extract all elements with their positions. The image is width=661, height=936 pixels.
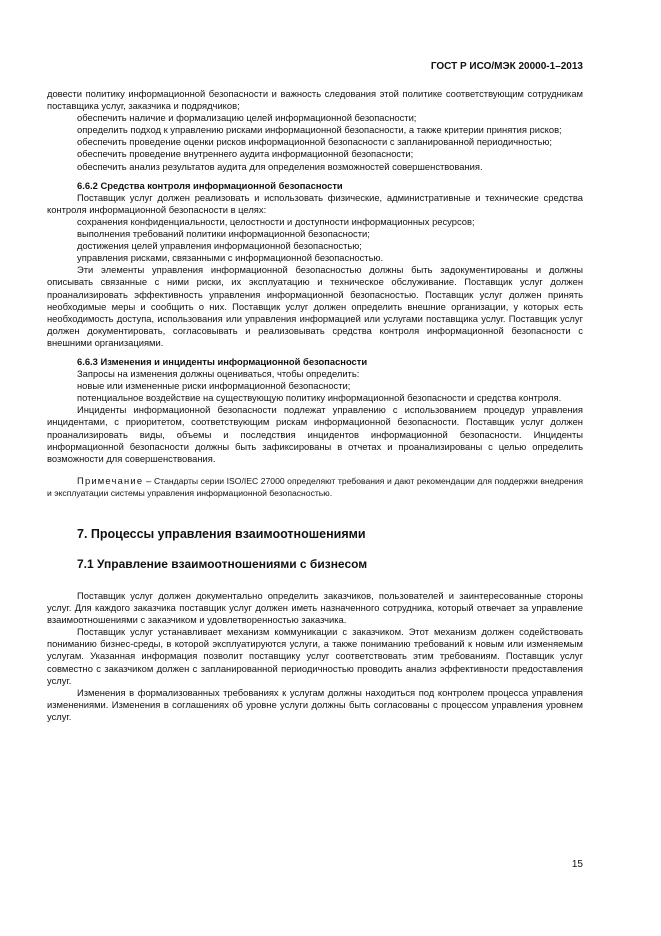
paragraph: обеспечить проведение оценки рисков информационной безопасности с запланированной периодичностью; [77,136,552,148]
paragraph: Поставщик услуг должен документально определить заказчиков, пользователей и заинтересованные стороны услуг. Для каждого заказчика поставщик услуг должен иметь назначенного сотрудника, который отвечает за управление взаимоотношениями с заказчиком и удовлетворенностью заказчика. [47,590,583,626]
paragraph: сохранения конфиденциальности, целостности и доступности информационных ресурсов; [77,215,475,227]
paragraph: новые или измененные риски информационной безопасности; [77,380,351,392]
paragraph: Поставщик услуг устанавливает механизм коммуникации с заказчиком. Этот механизм должен содействовать пониманию бизнес-среды, в которой эксплуатируются услуги, а также пониманию требований к новым или изменяемым услугам. Указанная информация позволит поставщику услуг соответствовать этим требованиям. Поставщик услуг совместно с заказчиком должен с запланированной периодичностью проводить анализ эффективности предоставления услуг. [47,626,583,686]
section-heading-7-1: 7.1 Управление взаимоотношениями с бизнесом [77,557,368,571]
paragraph: Инциденты информационной безопасности подлежат управлению с использованием процедур управления инцидентами, с приоритетом, соответствующим рискам информационной безопасности. Поставщик услуг должен проанализировать виды, объемы и последствия инцидентов информационной безопасности. Инциденты информационной безопасности должны быть зафиксированы в отчетах и проанализированы с целью определить возможности для совершенствования. [47,404,583,464]
paragraph: выполнения требований политики информационной безопасности; [77,228,370,240]
paragraph: довести политику информационной безопасности и важность следования этой политике соответствующим сотрудникам поставщика услуг, заказчика и подрядчиков; [47,88,583,112]
paragraph: определить подход к управлению рисками информационной безопасности, а также критерии принятия рисков; [77,124,562,136]
section-heading-7: 7. Процессы управления взаимоотношениями [77,527,366,541]
note [47,475,583,499]
page-header: ГОСТ Р ИСО/МЭК 20000-1–2013 [430,61,583,72]
paragraph: обеспечить проведение внутреннего аудита информационной безопасности; [77,148,414,160]
page-number: 15 [571,859,583,870]
subsection-heading-6-6-3: 6.6.3 Изменения и инциденты информационной безопасности [77,355,368,367]
paragraph: потенциальное воздействие на существующую политику информационной безопасности и средства контроля. [77,392,562,404]
subsection-heading-6-6-2: 6.6.2 Средства контроля информационной безопасности [77,179,343,191]
paragraph: Запросы на изменения должны оцениваться, чтобы определить: [77,368,360,380]
paragraph: управления рисками, связанными с информационной безопасностью. [77,252,384,264]
note-text: Стандарты серии ISO/IEC 27000 определяют требования и дают рекомендации для поддержки внедрения и эксплуатации системы управления информационной безопасностью. [47,475,583,498]
paragraph: Поставщик услуг должен реализовать и использовать физические, административные и технические средства контроля информационной безопасности в целях: [47,191,583,215]
page-body [47,88,583,723]
note-dash: – [143,474,155,486]
paragraph: Изменения в формализованных требованиях к услугам должны находиться под контролем процесса управления изменениями. Изменения в соглашениях об уровне услуги должны быть согласованы с процессом управления уровнем услуг. [47,686,583,722]
paragraph: достижения целей управления информационной безопасностью; [77,240,362,252]
paragraph: Эти элементы управления информационной безопасностью должны быть задокументированы и должны описывать связанные с ними риски, их эксплуатацию и техническое обслуживание. Поставщик услуг должен проанализировать эффективность управления информационной безопасностью. Поставщик услуг должен принять необходимые меры и сообщить о них. Поставщик услуг должен определить внешние организации, у которых есть необходимость доступа, использования или управления информацией или услугами поставщика услуг. Поставщик услуг должен документировать, согласовывать и реализовывать средства контроля информационной безопасности с внешними организациями. [47,264,583,348]
paragraph: обеспечить наличие и формализацию целей информационной безопасности; [77,112,417,124]
note-label: Примечание [77,474,144,486]
paragraph: обеспечить анализ результатов аудита для определения возможностей совершенствования. [77,160,483,172]
